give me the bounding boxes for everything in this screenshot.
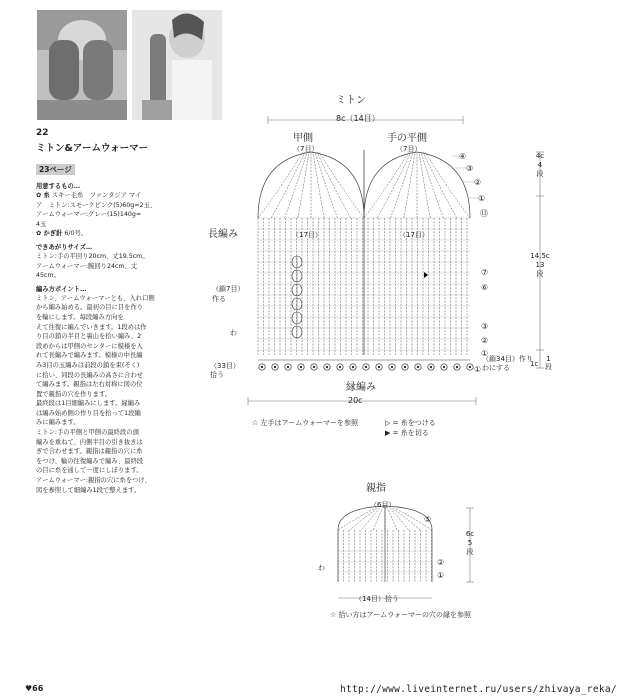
method-line: えて往復に編んでいきます。1段めは作 (36, 323, 147, 331)
source-url[interactable]: http://www.liveinternet.ru/users/zhivaya_reka/ (340, 684, 617, 695)
materials-yarn: ✿ 糸 スキー毛糸 ファンタジア マイ ア ミトン:スモークピンク(5)60g=2玉、 アームウォーマー:グレー(15)140g= 4玉 (36, 192, 157, 228)
dome-stitch (313, 152, 324, 218)
long-stitch-label: 長編み (208, 229, 238, 240)
palm-side-label: 手の平側 (387, 133, 427, 144)
page-number: ♥66 (25, 684, 44, 693)
method-line: ミトン、アームウォーマーとも、入れ口側 (36, 294, 155, 302)
method-line: から編み始める。最初の目に目を作り (36, 304, 144, 312)
dim-bottom: 1c (530, 360, 539, 368)
row-13: ⑬ (480, 209, 488, 218)
thumb-note: ☆ 拾い方はアームウォーマーの穴の縁を参照 (330, 611, 472, 619)
method-line: に拾い、同段の長編みの高さに合わせ (36, 371, 144, 379)
thumb-wa: わ (318, 564, 325, 572)
bottom-width: 20c (348, 396, 363, 405)
method-line: アームウォーマー:親指の穴に糸をつけ、 (36, 477, 151, 485)
start-count: （33目） 拾う (210, 362, 240, 379)
thumb-row-2: ② (437, 558, 445, 567)
edge-label: 縁編み (346, 382, 376, 393)
ring-note: （鎖34目）作り わにする (482, 355, 533, 372)
thumb-dome-stitch (387, 508, 396, 530)
thumb-hole-note: （鎖7目） 作る (212, 285, 245, 303)
legend-cut: ▶ = 糸を切る (385, 429, 429, 437)
mid-count-right: （17目） (399, 231, 429, 239)
dome-stitch (364, 152, 409, 218)
thumb-dome-stitch (338, 508, 376, 530)
thumb-bottom-count: （14目）拾う (355, 595, 399, 603)
legend-attach: ▷ = 糸をつける (385, 419, 436, 427)
dim-mid: 14.5c 13 段 (530, 252, 550, 278)
dome-stitch (419, 152, 430, 218)
page-reference: 23ページ (36, 164, 75, 175)
mid-count-left: （17目） (292, 231, 322, 239)
dome-stitch (258, 152, 303, 218)
method-line: の目に糸を通して一度にしぼります。 (36, 467, 143, 475)
method-line: 図を参照して細編み1段で整えます。 (36, 486, 141, 494)
legend-left-hand: ☆ 左手はアームウォーマーを参照 (252, 419, 359, 427)
method-heading: 編み方ポイント… (36, 285, 87, 293)
thumb-chart (338, 506, 474, 598)
mitten-top-width: 8c（14目） (336, 114, 380, 123)
top-count-left: （7目） (293, 145, 319, 153)
pattern-title: ミトン&アームウォーマー (36, 143, 149, 154)
size-heading: できあがりサイズ… (36, 243, 93, 251)
row-1: ① (481, 349, 489, 358)
row-1-top: ① (478, 194, 486, 203)
row-3-top: ③ (466, 164, 474, 173)
wa-label: わ (230, 329, 237, 337)
dome-stitch (319, 152, 364, 218)
pattern-number: 22 (36, 128, 49, 138)
size-text: ミトン:手の平回り20cm、丈19.5cm。 アームウォーマー:腕回り24cm、丈 45cm。 (36, 252, 149, 280)
dim-top: 4c 4 段 (535, 152, 545, 178)
method-line: り目の鎖の半目と裏山を拾い編み、2 (36, 333, 142, 341)
row-2-top: ② (474, 178, 482, 187)
row-2: ② (481, 336, 489, 345)
method-line: を輪にします。毎段編み方向を (36, 313, 124, 321)
method-line: み3目の玉編みは前段の鎖を束(そく) (36, 361, 140, 369)
method-line: 段めからは甲側のセンターに模様を入 (36, 342, 143, 350)
row-7: ⑦ (481, 268, 489, 277)
method-line: は編み始め側の作り目を拾って1段編 (36, 409, 141, 417)
thumb-title: 親指 (366, 483, 386, 494)
thumb-top-count: （6目） (370, 501, 396, 509)
dome-stitch (425, 152, 470, 218)
thumb-row-5: ⑤ (424, 515, 432, 524)
back-side-label: 甲側 (293, 133, 313, 144)
method-line: 最終段は1目細編みにします。縁編み (36, 400, 141, 408)
method-line: れて長編みで編みます。模様の中長編 (36, 352, 143, 360)
top-count-right: （7目） (396, 145, 422, 153)
method-line: 編みを重ねて、内側半目の引き抜きは (36, 438, 143, 446)
thumb-dome-stitch (373, 508, 382, 530)
dim-bottom-rows: 1 段 (545, 355, 552, 371)
materials-heading: 用意するもの… (36, 183, 81, 190)
mitten-title: ミトン (336, 95, 366, 106)
method-line: ミトン:手の平側と甲側の最終段の頭 (36, 429, 139, 437)
materials-hook: ✿ かぎ針 6/0号。 (36, 230, 88, 238)
row-1-edge: ① (474, 365, 482, 374)
row-4-top: ④ (459, 152, 467, 161)
thumb-row-1: ① (437, 571, 445, 580)
dome-stitch (404, 152, 415, 218)
method-line: ぎで合わせます。親指は親指の穴に糸 (36, 448, 143, 456)
thumb-dim: 6c 5 段 (465, 530, 475, 556)
method-line: て編みます。親指は左右対称に図の位 (36, 381, 143, 389)
row-3: ③ (481, 322, 489, 331)
method-line: みに編みます。 (36, 419, 80, 427)
dome-stitch (298, 152, 309, 218)
method-line: をつけ、輪の往復編みで編み、最終段 (36, 457, 144, 465)
row-6: ⑥ (481, 283, 489, 292)
method-line: 置で親指の穴を作ります。 (36, 390, 112, 398)
